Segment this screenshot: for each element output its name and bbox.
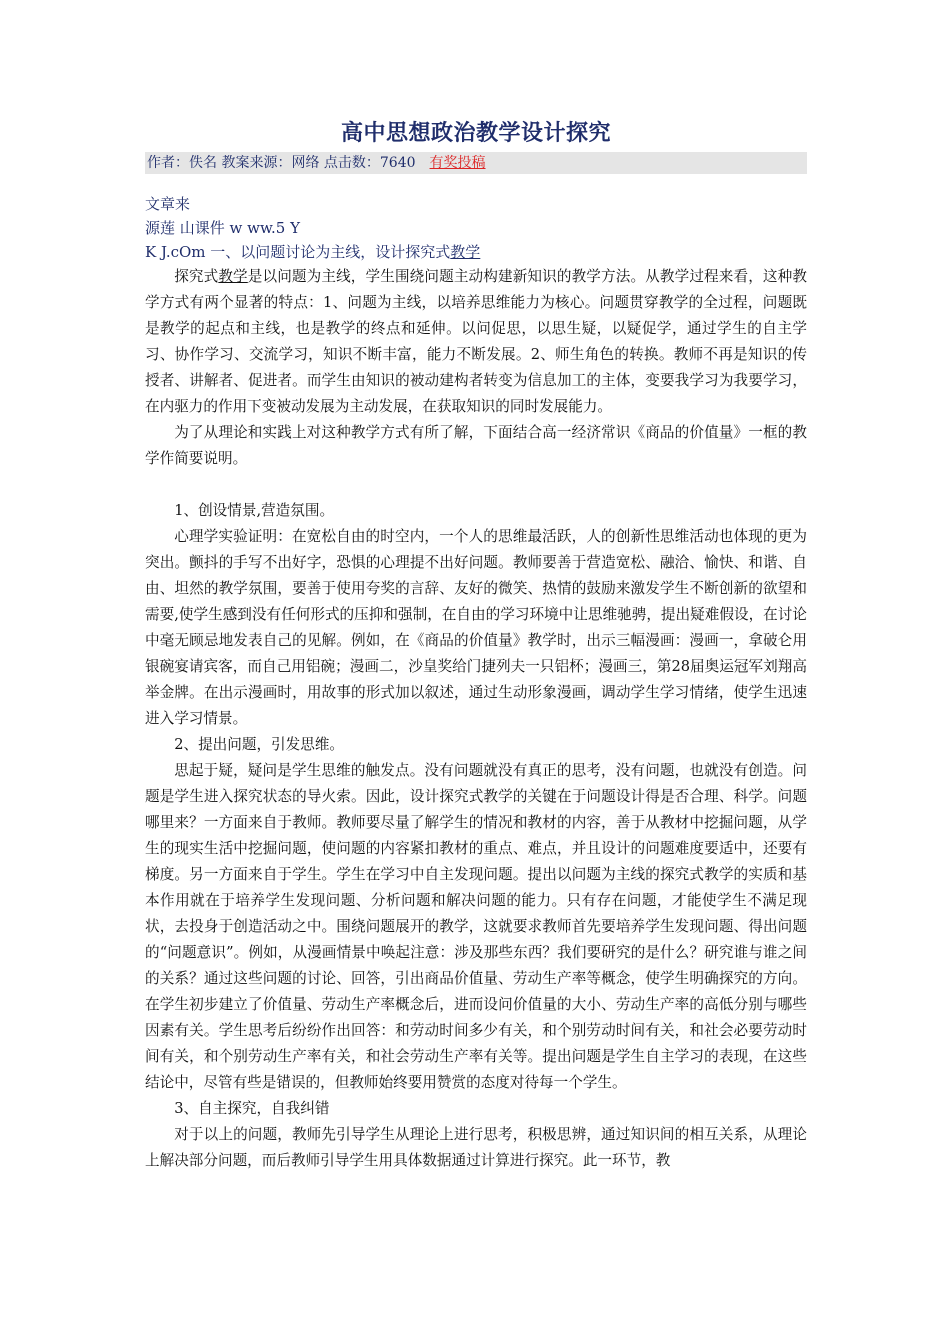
- subheading-1: 1、创设情景,营造氛围。: [174, 502, 335, 519]
- paragraph-3: 心理学实验证明：在宽松自由的时空内，一个人的思维最活跃，人的创新性思维活动也体现的更为突出。颤抖的手写不出好字，恐惧的心理提不出好问题。教师要善于营造宽松、融洽、愉快、和谐、自由、坦然的教学氛围，要善于使用夸奖的言辞、友好的微笑、热情的鼓励来激发学生不断创新的欲望和需要,使学生感到没有任何形式的压抑和强制，在自由的学习环境中让思维驰骋，提出疑难假设，在讨论中毫无顾忌地发表自己的见解。例如，在《商品的价值量》教学时，出示三幅漫画：漫画一，拿破仑用银碗宴请宾客，而自己用铝碗；漫画二，沙皇奖给门捷列夫一只铝杯；漫画三，第28届奥运冠军刘翔高举金牌。在出示漫画时，用故事的形式加以叙述，通过生动形象漫画，调动学生学习情绪，使学生迅速进入学习情景。: [145, 528, 807, 727]
- spacer: [145, 472, 807, 498]
- paragraph-1: [145, 264, 807, 420]
- section-heading-1: K J.cOm 一、以问题讨论为主线，设计探究式: [145, 243, 451, 261]
- teaching-link[interactable]: 教学: [450, 243, 481, 261]
- paragraph-1-text: 是以问题为主线，学生围绕问题主动构建新知识的教学方法。从教学过程来看，这种教学方式有两个显著的特点：1、问题为主线，以培养思维能力为核心。问题贯穿教学的全过程，问题既是教学的起点和主线，也是教学的终点和延伸。以问促思，以思生疑，以疑促学，通过学生的自主学习、协作学习、交流学习，知识不断丰富，能力不断发展。2、师生角色的转换。教师不再是知识的传授者、讲解者、促进者。而学生由知识的被动建构者转变为信息加工的主体，变要我学习为我要学习，在内驱力的作用下变被动发展为主动发展，在获取知识的同时发展能力。: [145, 268, 807, 415]
- submission-link[interactable]: 有奖投稿: [429, 155, 486, 171]
- source-line-3: [145, 240, 807, 264]
- document-page: [145, 118, 807, 1174]
- paragraph-1-link[interactable]: 教学: [218, 268, 248, 285]
- article-body: [145, 264, 807, 1174]
- paragraph-4: 思起于疑，疑问是学生思维的触发点。没有问题就没有真正的思考，没有问题，也就没有创造。问题是学生进入探究状态的导火索。因此，设计探究式教学的关键在于问题设计得是否合理、科学。问题哪里来？一方面来自于教师。教师要尽量了解学生的情况和教材的内容，善于从教材中挖掘问题，从学生的现实生活中挖掘问题，使问题的内容紧扣教材的重点、难点，并且设计的问题难度要适中，还要有梯度。另一方面来自于学生。学生在学习中自主发现问题。提出以问题为主线的探究式教学的实质和基本作用就在于培养学生发现问题、分析问题和解决问题的能力。只有存在问题，才能使学生不满足现状，去投身于创造活动之中。围绕问题展开的教学，这就要求教师首先要培养学生发现问题、得出问题的“问题意识”。例如，从漫画情景中唤起注意：涉及那些东西？我们要研究的是什么？研究谁与谁之间的关系？通过这些问题的讨论、回答，引出商品价值量、劳动生产率等概念，使学生明确探究的方向。在学生初步建立了价值量、劳动生产率概念后，进而设问价值量的大小、劳动生产率的高低分别与哪些因素有关。学生思考后纷纷作出回答：和劳动时间多少有关，和个别劳动时间有关，和社会必要劳动时间有关，和个别劳动生产率有关，和社会劳动生产率有关等。提出问题是学生自主学习的表现，在这些结论中，尽管有些是错误的，但教师始终要用赞赏的态度对待每一个学生。: [145, 762, 807, 1091]
- source-line-2: 源莲 山课件 w ww.5 Y: [145, 219, 301, 237]
- article-meta-bar: [145, 152, 807, 174]
- page-title: 高中思想政治教学设计探究: [340, 120, 611, 146]
- paragraph-1-lead: 探究式: [174, 268, 219, 285]
- source-line-1: 文章来: [145, 195, 191, 213]
- subheading-2: 2、提出问题，引发思维。: [174, 736, 345, 753]
- paragraph-2: 为了从理论和实践上对这种教学方式有所了解，下面结合高一经济常识《商品的价值量》一框的教学作简要说明。: [145, 424, 807, 467]
- paragraph-5: 对于以上的问题，教师先引导学生从理论上进行思考，积极思辨，通过知识间的相互关系，从理论上解决部分问题，而后教师引导学生用具体数据通过计算进行探究。此一环节，教: [145, 1126, 807, 1169]
- article-meta-text: 作者：佚名 教案来源：网络 点击数：7640: [147, 155, 416, 171]
- subheading-3: 3、自主探究，自我纠错: [174, 1100, 330, 1117]
